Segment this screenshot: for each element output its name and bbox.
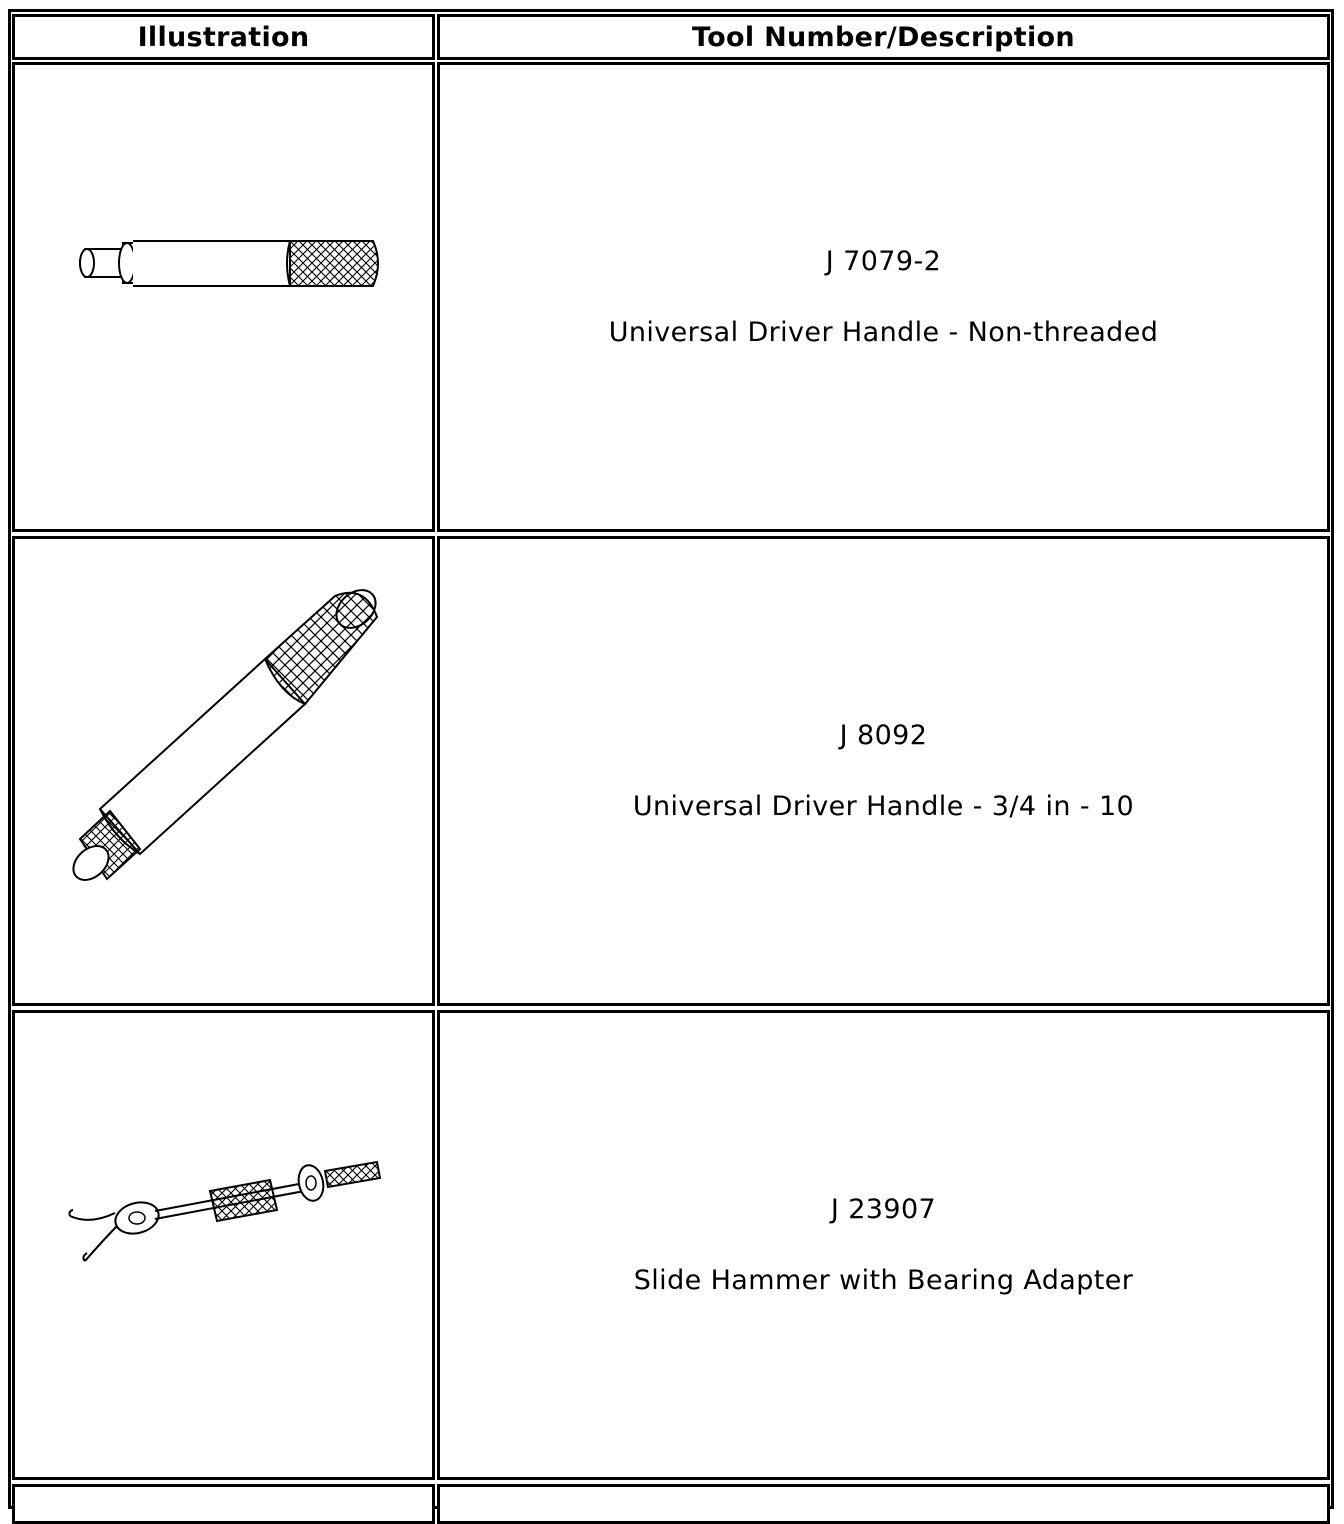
driver-handle-non-threaded-icon: [15, 65, 432, 529]
description-cell-2: [437, 536, 1330, 1006]
header-illustration: [12, 14, 435, 60]
description-cell-1: [437, 62, 1330, 532]
tool-number: J 7079-2: [825, 246, 942, 277]
header-illustration-label: Illustration: [137, 21, 310, 53]
header-tool-description: [437, 14, 1330, 60]
illustration-cell-3: [12, 1010, 435, 1480]
tool-description: Universal Driver Handle - 3/4 in - 10: [632, 791, 1135, 822]
header-tool-label: Tool Number/Description: [692, 21, 1075, 53]
tool-description: Universal Driver Handle - Non-threaded: [608, 317, 1159, 348]
illustration-cell-1: [12, 62, 435, 532]
slide-hammer-icon: [15, 1013, 432, 1477]
illustration-cell-2: [12, 536, 435, 1006]
tool-number: J 8092: [839, 720, 928, 751]
driver-handle-threaded-icon: [15, 539, 432, 1003]
tool-description: Slide Hammer with Bearing Adapter: [633, 1265, 1134, 1296]
description-cell-4: [437, 1484, 1330, 1524]
tool-number: J 23907: [830, 1194, 937, 1225]
illustration-cell-4: [12, 1484, 435, 1524]
description-cell-3: [437, 1010, 1330, 1480]
